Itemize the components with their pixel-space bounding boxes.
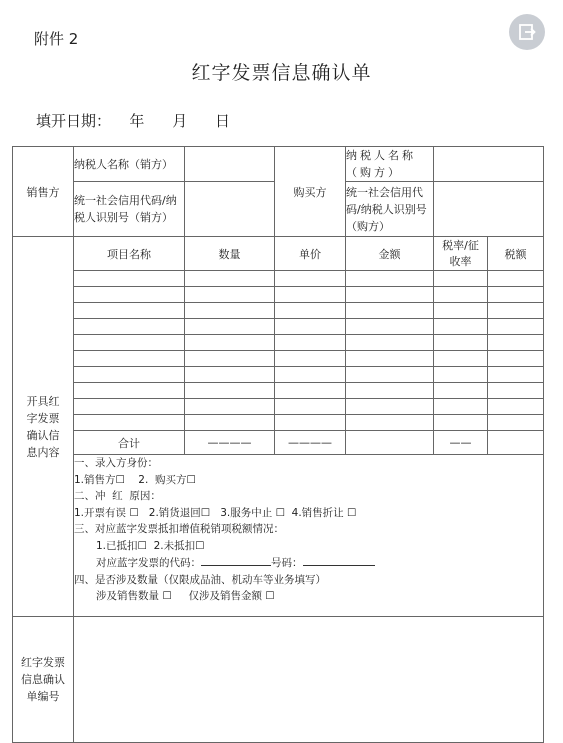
blue-invoice-code-label: 对应蓝字发票的代码： bbox=[96, 557, 201, 569]
table-row[interactable] bbox=[13, 399, 544, 415]
table-row[interactable] bbox=[13, 287, 544, 303]
blue-invoice-row bbox=[74, 554, 543, 572]
note-1-options[interactable]: 1.销售方☐ 2. 购买方☐ bbox=[74, 473, 196, 486]
total-label: 合计 bbox=[74, 431, 185, 455]
table-row[interactable] bbox=[13, 319, 544, 335]
note-1-title: 一、录入方身份： bbox=[74, 457, 158, 469]
column-header: 税额 bbox=[488, 237, 544, 271]
seller-name-label: 纳税人名称（销方） bbox=[74, 147, 185, 182]
total-rate-dash: —— bbox=[434, 431, 488, 455]
date-month-label: 月 bbox=[172, 112, 188, 130]
seller-name-field[interactable] bbox=[185, 147, 275, 182]
note-3-options[interactable]: 1.已抵扣☐ 2.未抵扣☐ bbox=[96, 539, 205, 552]
table-row[interactable] bbox=[13, 367, 544, 383]
table-row[interactable] bbox=[13, 271, 544, 287]
total-row bbox=[13, 431, 544, 455]
blue-invoice-number-field[interactable] bbox=[303, 554, 375, 566]
buyer-code-field[interactable] bbox=[434, 182, 544, 237]
buyer-code-label: 统一社会信用代码/纳税人识别号（购方） bbox=[346, 182, 434, 237]
fill-date-row bbox=[36, 110, 234, 131]
blue-invoice-number-label: 号码： bbox=[271, 557, 303, 569]
table-row[interactable] bbox=[13, 335, 544, 351]
seller-code-label: 统一社会信用代码/纳税人识别号（销方） bbox=[74, 182, 185, 237]
note-4-options[interactable]: 涉及销售数量 ☐ 仅涉及销售金额 ☐ bbox=[96, 590, 275, 602]
buyer-name-label: 纳税人名称（购方） bbox=[346, 147, 434, 182]
items-section-label: 开具红字发票确认信息内容 bbox=[13, 237, 74, 617]
column-header: 数量 bbox=[185, 237, 275, 271]
column-header: 单价 bbox=[275, 237, 346, 271]
table-row[interactable] bbox=[13, 303, 544, 319]
exit-icon bbox=[518, 23, 536, 41]
confirmation-form bbox=[12, 146, 544, 743]
column-header: 税率/征收率 bbox=[434, 237, 488, 271]
attachment-label: 附件 2 bbox=[34, 30, 79, 48]
table-row[interactable] bbox=[13, 383, 544, 399]
total-qty-dash: ———— bbox=[185, 431, 275, 455]
note-2-title: 二、冲 红 原因： bbox=[74, 490, 161, 502]
date-day-label: 日 bbox=[215, 112, 231, 130]
column-header: 金额 bbox=[346, 237, 434, 271]
seller-label: 销售方 bbox=[13, 147, 74, 237]
table-row[interactable] bbox=[13, 415, 544, 431]
total-price-dash: ———— bbox=[275, 431, 346, 455]
buyer-name-field[interactable] bbox=[434, 147, 544, 182]
fill-date-label: 填开日期： bbox=[36, 112, 112, 130]
note-3-title: 三、对应蓝字发票抵扣增值税销项税额情况： bbox=[74, 523, 284, 535]
note-4-title: 四、是否涉及数量（仅限成品油、机动车等业务填写） bbox=[74, 573, 326, 586]
table-row[interactable] bbox=[13, 351, 544, 367]
total-tax-field[interactable] bbox=[488, 431, 544, 455]
confirm-number-label: 红字发票信息确认单编号 bbox=[13, 617, 74, 743]
note-2-options[interactable]: 1.开票有误 ☐ 2.销货退回☐ 3.服务中止 ☐ 4.销售折让 ☐ bbox=[74, 506, 357, 519]
total-amount-field[interactable] bbox=[346, 431, 434, 455]
column-header: 项目名称 bbox=[74, 237, 185, 271]
buyer-label: 购买方 bbox=[275, 147, 346, 237]
blue-invoice-code-field[interactable] bbox=[201, 554, 271, 566]
seller-code-field[interactable] bbox=[185, 182, 275, 237]
notes-cell bbox=[74, 455, 544, 617]
document-title: 红字发票信息确认单 bbox=[191, 62, 372, 84]
exit-button[interactable] bbox=[509, 14, 545, 50]
date-year-label: 年 bbox=[129, 112, 145, 130]
confirm-number-field[interactable] bbox=[74, 617, 544, 743]
